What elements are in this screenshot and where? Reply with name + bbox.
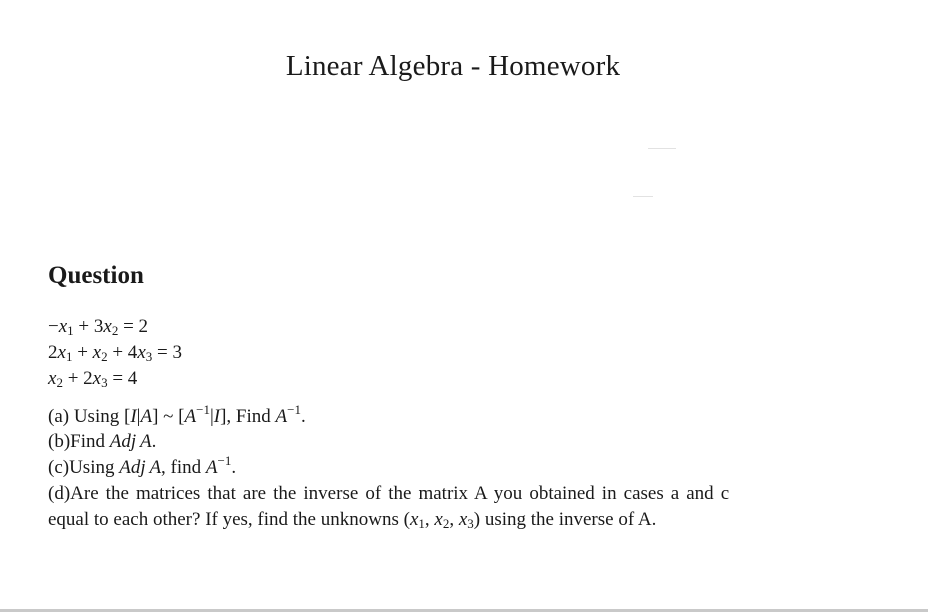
document-title: Linear Algebra - Homework [285,50,621,82]
question-heading: Question [48,262,144,289]
part-d-line-2: equal to each other? If yes, find the unknowns ($x_1$, $x_2$, $x_3$) using the inverse of A. [48,509,657,531]
equation-2: $2x_1 + x_2 + 4x_3 = 3$ [48,342,182,364]
part-d-line-1: (d)Are the matrices that are the inverse of the matrix A you obtained in cases a and c [48,483,730,504]
faint-dash [648,148,676,149]
part-a: (a) Using [I|A] ~ $[A^{-1}|I]$, Find $A^{-1}$. [48,402,306,427]
part-c: (c)Using Adj A, find $A^{-1}$. [48,453,237,478]
equation-3: $x_2 + 2x_3 = 4$ [48,368,138,390]
part-b: (b)Find Adj A. [48,431,157,452]
faint-dash [633,196,653,197]
equation-1: $-x_1 + 3x_2 = 2$ [48,316,149,338]
